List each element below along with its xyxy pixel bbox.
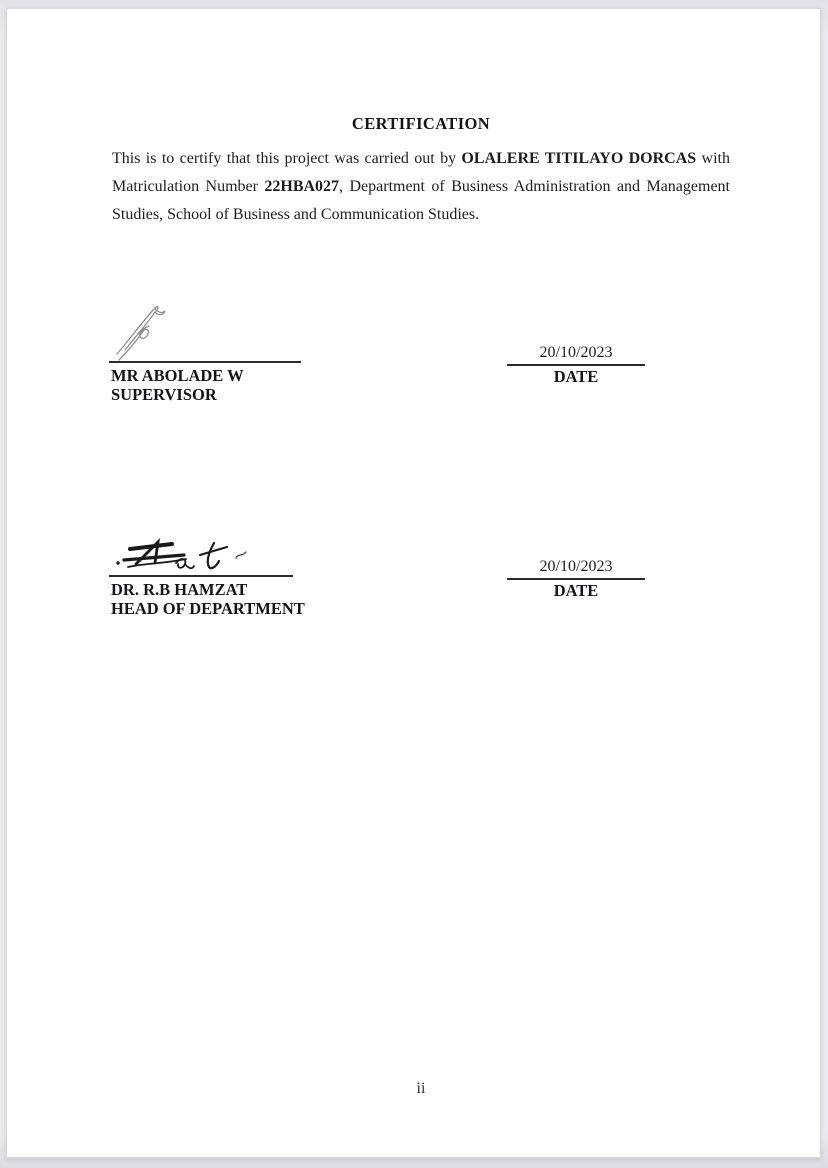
paragraph-line: Studies, School of Business and Communication Studies.: [112, 206, 480, 223]
date-label: DATE: [553, 581, 599, 600]
date-value: 20/10/2023: [507, 557, 645, 580]
certification-paragraph: [112, 145, 730, 229]
paragraph-line: This is to certify that this project was carried out by OLALERE TITILAYO DORCAS with: [112, 150, 730, 167]
date-value: 20/10/2023: [507, 343, 645, 366]
signatory-name: DR. R.B HAMZAT: [111, 580, 248, 599]
supervisor-signature-rule: [109, 361, 301, 363]
paragraph-line: Matriculation Number 22HBA027, Department of Business Administration and Management: [112, 178, 730, 195]
supervisor-signature-scribble-icon: [111, 302, 171, 364]
signatory-role: HEAD OF DEPARTMENT: [111, 599, 305, 618]
date-label: DATE: [553, 367, 599, 386]
signatory-role: SUPERVISOR: [111, 385, 217, 404]
supervisor-name-block: [111, 366, 431, 404]
document-page: [6, 8, 821, 1158]
supervisor-date-block: [507, 343, 645, 386]
hod-date-block: [507, 557, 645, 600]
page-number: ii: [416, 1080, 426, 1097]
certification-title: CERTIFICATION: [351, 114, 491, 133]
hod-signature-scribble-icon: [110, 536, 255, 578]
hod-signature-rule: [109, 575, 293, 577]
hod-name-block: [111, 580, 431, 618]
signatory-name: MR ABOLADE W: [111, 366, 244, 385]
